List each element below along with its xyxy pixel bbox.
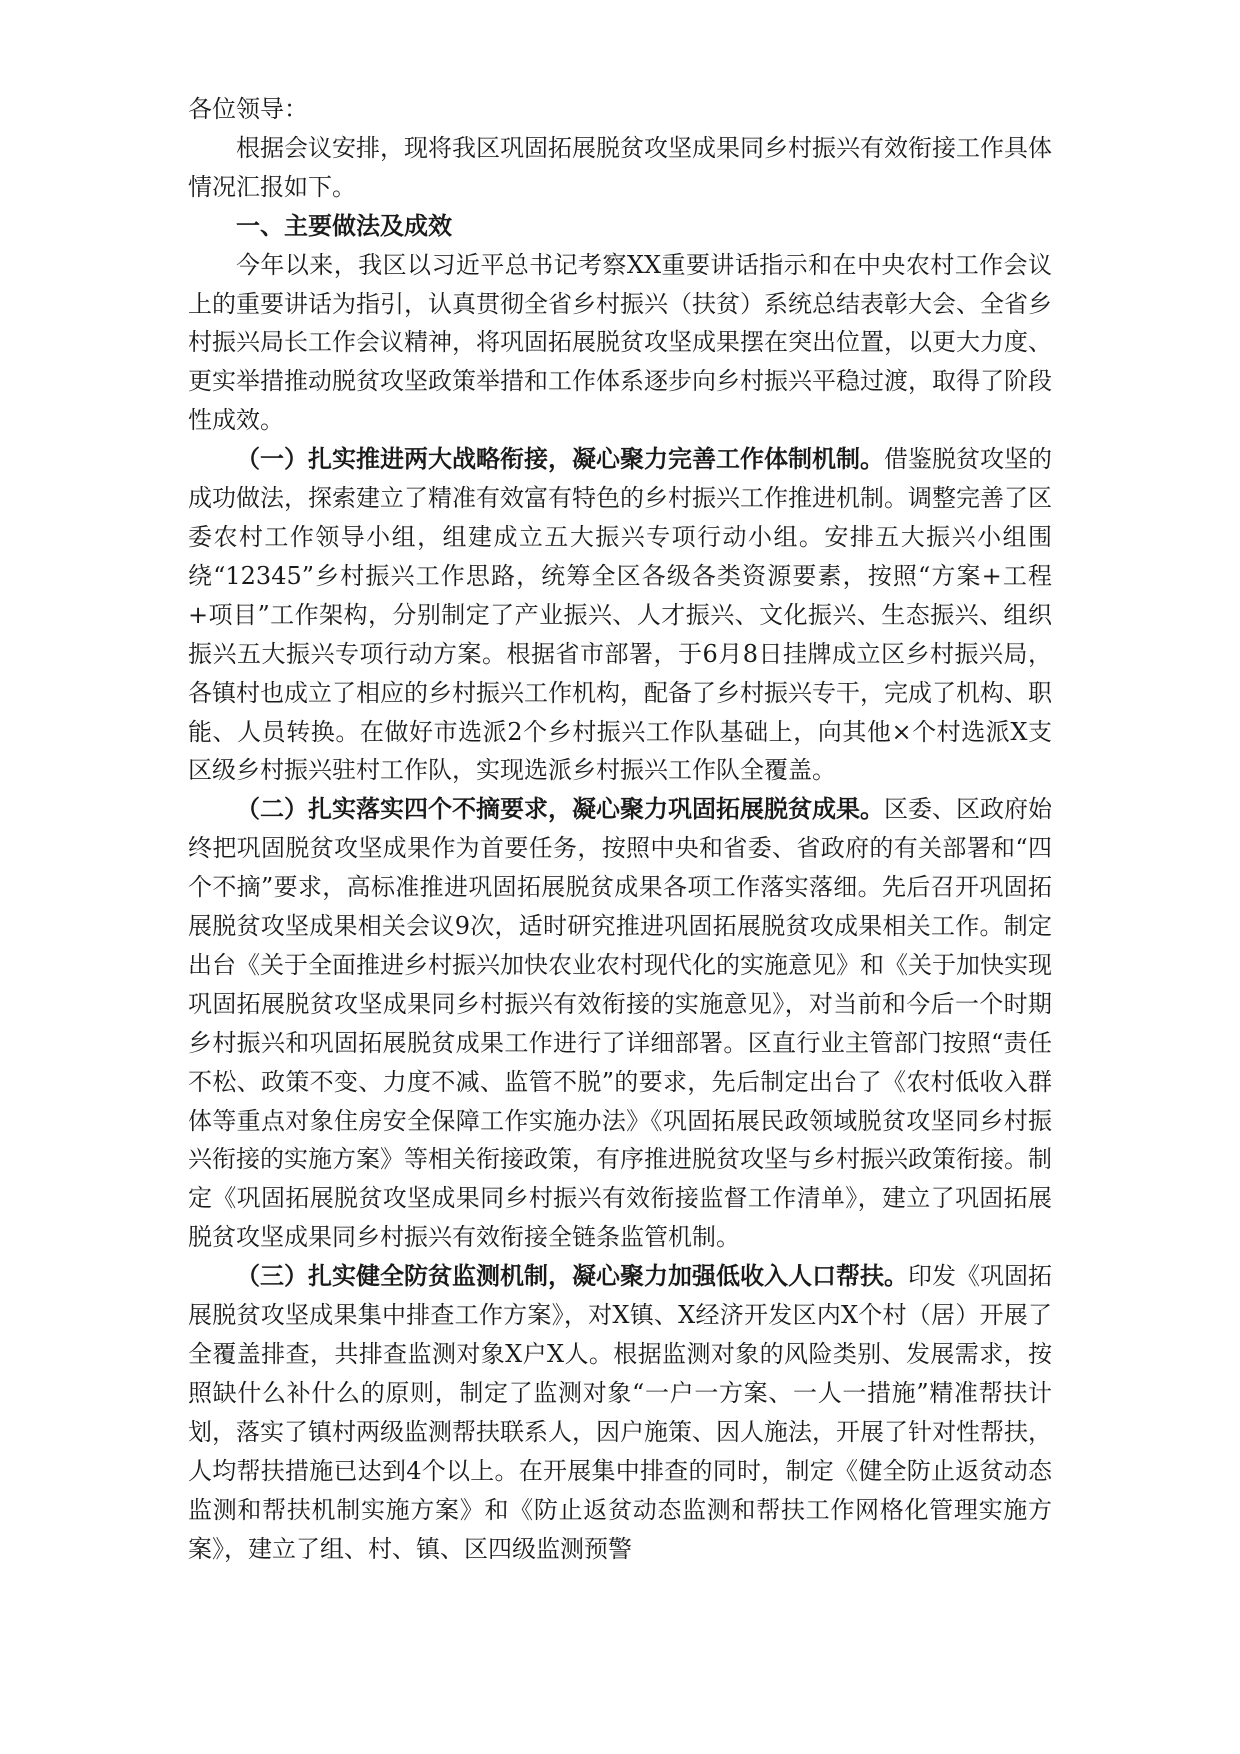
item-body-2: 区委、区政府始终把巩固脱贫攻坚成果作为首要任务，按照中央和省委、省政府的有关部署和“四个不摘”要求，高标准推进巩固拓展脱贫成果各项工作落实落细。先后召开巩固拓展脱贫攻坚成果相关会议9次，适时研究推进巩固拓展脱贫攻成果相关工作。制定出台《关于全面推进乡村振兴加快农业农村现代化的实施意见》和《关于加快实现巩固拓展脱贫攻坚成果同乡村振兴有效衔接的实施意见》，对当前和今后一个时期乡村振兴和巩固拓展脱贫成果工作进行了详细部署。区直行业主管部门按照“责任不松、政策不变、力度不减、监管不脱”的要求，先后制定出台了《农村低收入群体等重点对象住房安全保障工作实施办法》《巩固拓展民政领域脱贫攻坚同乡村振兴衔接的实施方案》等相关衔接政策，有序推进脱贫攻坚与乡村振兴政策衔接。制定《巩固拓展脱贫攻坚成果同乡村振兴有效衔接监督工作清单》，建立了巩固拓展脱贫攻坚成果同乡村振兴有效衔接全链条监管机制。 [188,795,1052,1252]
item-paragraph-2 [188,790,1052,1257]
document-body [188,90,1052,1568]
item-body-3: 印发《巩固拓展脱贫攻坚成果集中排查工作方案》，对X镇、X经济开发区内X个村（居）开展了全覆盖排查，共排查监测对象X户X人。根据监测对象的风险类别、发展需求，按照缺什么补什么的原则，制定了监测对象“一户一方案、一人一措施”精准帮扶计划，落实了镇村两级监测帮扶联系人，因户施策、因人施法，开展了针对性帮扶，人均帮扶措施已达到4个以上。在开展集中排查的同时，制定《健全防止返贫动态监测和帮扶机制实施方案》和《防止返贫动态监测和帮扶工作网格化管理实施方案》，建立了组、村、镇、区四级监测预警 [188,1262,1052,1563]
item-paragraph-1 [188,440,1052,790]
item-heading-1: （一）扎实推进两大战略衔接，凝心聚力完善工作体制机制。 [236,445,884,474]
section-heading: 一、主要做法及成效 [236,211,452,240]
item-heading-2: （二）扎实落实四个不摘要求，凝心聚力巩固拓展脱贫成果。 [236,795,884,824]
item-body-1: 借鉴脱贫攻坚的成功做法，探索建立了精准有效富有特色的乡村振兴工作推进机制。调整完善了区委农村工作领导小组，组建成立五大振兴专项行动小组。安排五大振兴小组围绕“12345”乡村振兴工作思路，统筹全区各级各类资源要素，按照“方案+工程+项目”工作架构，分别制定了产业振兴、人才振兴、文化振兴、生态振兴、组织振兴五大振兴专项行动方案。根据省市部署，于6月8日挂牌成立区乡村振兴局，各镇村也成立了相应的乡村振兴工作机构，配备了乡村振兴专干，完成了机构、职能、人员转换。在做好市选派2个乡村振兴工作队基础上，向其他×个村选派X支区级乡村振兴驻村工作队，实现选派乡村振兴工作队全覆盖。 [188,445,1052,785]
item-heading-3: （三）扎实健全防贫监测机制，凝心聚力加强低收入人口帮扶。 [236,1262,908,1291]
intro-paragraph: 根据会议安排，现将我区巩固拓展脱贫攻坚成果同乡村振兴有效衔接工作具体情况汇报如下。 [188,133,1052,201]
salutation: 各位领导： [188,95,308,123]
item-paragraph-3 [188,1257,1052,1568]
section-intro-paragraph: 今年以来，我区以习近平总书记考察XX重要讲话指示和在中央农村工作会议上的重要讲话为指引，认真贯彻全省乡村振兴（扶贫）系统总结表彰大会、全省乡村振兴局长工作会议精神，将巩固拓展脱贫攻坚成果摆在突出位置，以更大力度、更实举措推动脱贫攻坚政策举措和工作体系逐步向乡村振兴平稳过渡，取得了阶段性成效。 [188,250,1052,435]
